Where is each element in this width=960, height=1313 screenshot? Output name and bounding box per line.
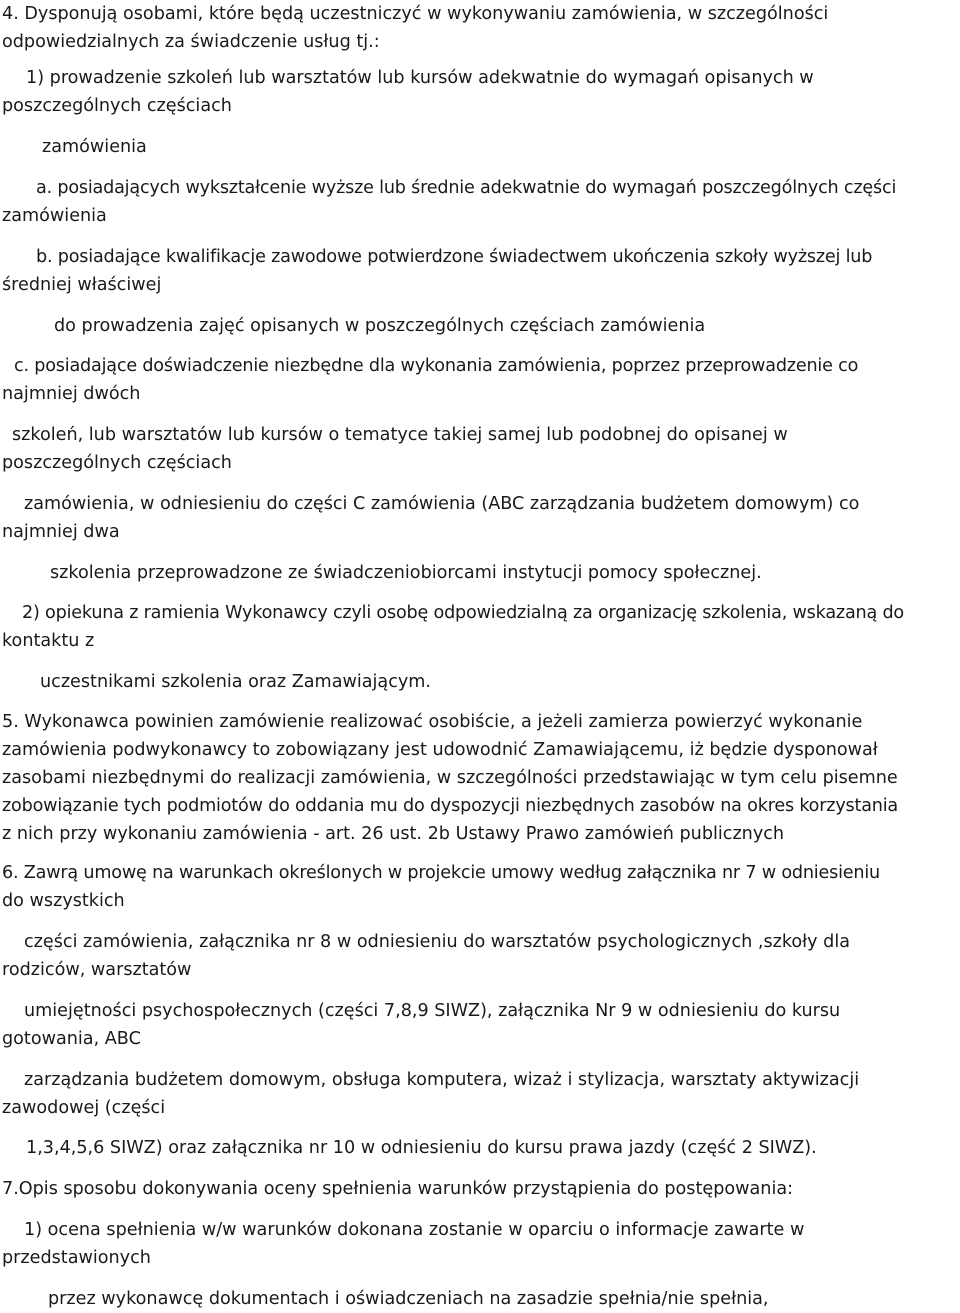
paragraph-c-cont [0, 421, 960, 477]
text-line: poszczególnych częściach [2, 453, 232, 473]
text-line: rodziców, warsztatów [2, 960, 192, 980]
paragraph-c-cont-2 [0, 490, 960, 546]
paragraph-5 [0, 708, 960, 848]
item-c [0, 352, 960, 408]
text-line: 5. Wykonawca powinien zamówienie realizować osobiście, a jeżeli zamierza powierzyć wykonanie [2, 712, 863, 732]
item-2 [0, 599, 960, 655]
item-b [0, 243, 960, 299]
text-line: 4. Dysponują osobami, które będą uczestniczyć w wykonywaniu zamówienia, w szczególności [2, 4, 829, 24]
text-line: najmniej dwa [2, 522, 120, 542]
paragraph-6-cont-2 [0, 997, 960, 1053]
text-line: przez wykonawcę dokumentach i oświadczeniach na zasadzie spełnia/nie spełnia, [48, 1289, 769, 1309]
text-line: do prowadzenia zajęć opisanych w poszczególnych częściach zamówienia [54, 316, 706, 336]
text-line: poszczególnych częściach [2, 96, 232, 116]
text-line: 1,3,4,5,6 SIWZ) oraz załącznika nr 10 w odniesieniu do kursu prawa jazdy (część 2 SIWZ). [26, 1138, 817, 1158]
item-a [0, 174, 960, 230]
text-line: a. posiadających wykształcenie wyższe lub średnie adekwatnie do wymagań poszczególnych części [36, 178, 897, 198]
text-line: gotowania, ABC [2, 1029, 141, 1049]
paragraph-4 [0, 0, 960, 56]
text-line: zamówienia [42, 137, 147, 157]
text-line: najmniej dwóch [2, 384, 141, 404]
text-line: odpowiedzialnych za świadczenie usług tj.: [2, 32, 380, 52]
text-line: 2) opiekuna z ramienia Wykonawcy czyli osobę odpowiedzialną za organizację szkolenia, wskazaną do [22, 603, 904, 623]
text-line: kontaktu z [2, 631, 95, 651]
text-line: części zamówienia, załącznika nr 8 w odniesieniu do warsztatów psychologicznych ,szkoły dla [24, 932, 851, 952]
text-line: szkoleń, lub warsztatów lub kursów o tematyce takiej samej lub podobnej do opisanej w [12, 425, 788, 445]
text-line: zamówienia [2, 206, 107, 226]
paragraph-7-item-1 [0, 1216, 960, 1272]
text-line: uczestnikami szkolenia oraz Zamawiającym. [40, 672, 432, 692]
text-line: zawodowej (części [2, 1098, 166, 1118]
paragraph-7-heading: 7.Opis sposobu dokonywania oceny spełnienia warunków przystąpienia do postępowania: [2, 1179, 794, 1199]
text-line: z nich przy wykonaniu zamówienia - art. 26 ust. 2b Ustawy Prawo zamówień publicznych [2, 824, 785, 844]
item-1 [0, 64, 960, 120]
text-line: do wszystkich [2, 891, 125, 911]
text-line: zamówienia, w odniesieniu do części C zamówienia (ABC zarządzania budżetem domowym) co [24, 494, 860, 514]
paragraph-6 [0, 859, 960, 915]
text-line: zarządzania budżetem domowym, obsługa komputera, wizaż i stylizacja, warsztaty aktywizacji [24, 1070, 860, 1090]
text-line: 1) prowadzenie szkoleń lub warsztatów lub kursów adekwatnie do wymagań opisanych w [26, 68, 814, 88]
text-line: średniej właściwej [2, 275, 162, 295]
text-line: przedstawionych [2, 1248, 151, 1268]
text-line: 1) ocena spełnienia w/w warunków dokonana zostanie w oparciu o informacje zawarte w [24, 1220, 805, 1240]
text-line: zasobami niezbędnymi do realizacji zamówienia, w szczególności przedstawiając w tym celu pisemne [2, 768, 898, 788]
text-line: zamówienia podwykonawcy to zobowiązany jest udowodnić Zamawiającemu, iż będzie dysponował [2, 740, 878, 760]
text-line: 6. Zawrą umowę na warunkach określonych w projekcie umowy według załącznika nr 7 w odniesieniu [2, 863, 880, 883]
paragraph-6-cont [0, 928, 960, 984]
text-line: szkolenia przeprowadzone ze świadczeniobiorcami instytucji pomocy społecznej. [50, 563, 762, 583]
text-line: b. posiadające kwalifikacje zawodowe potwierdzone świadectwem ukończenia szkoły wyższej lub [36, 247, 873, 267]
text-line: c. posiadające doświadczenie niezbędne dla wykonania zamówienia, poprzez przeprowadzenie co [14, 356, 859, 376]
paragraph-6-cont-3 [0, 1066, 960, 1122]
text-line: zobowiązanie tych podmiotów do oddania mu do dyspozycji niezbędnych zasobów na okres korzystania [2, 796, 898, 816]
text-line: umiejętności psychospołecznych (części 7,8,9 SIWZ), załącznika Nr 9 w odniesieniu do kursu [24, 1001, 841, 1021]
